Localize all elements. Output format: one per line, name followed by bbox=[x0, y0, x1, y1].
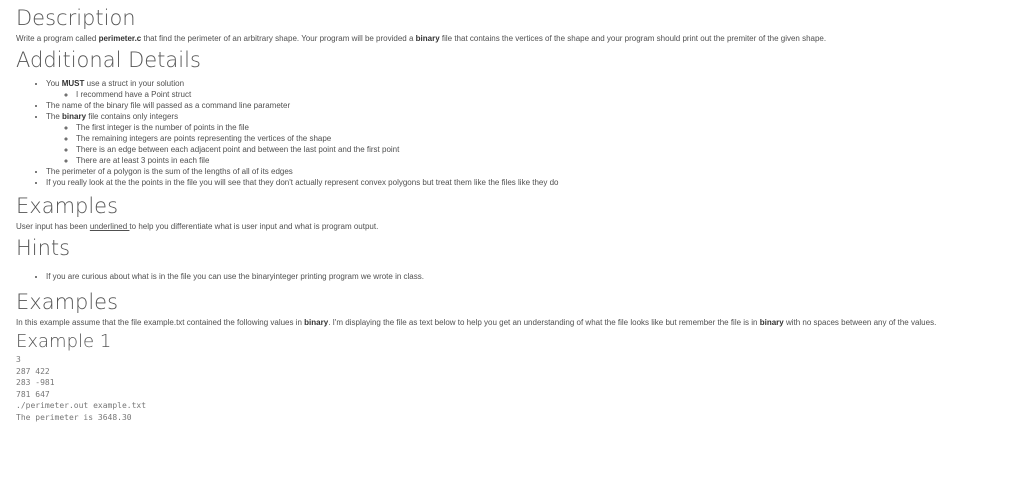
description-heading: Description bbox=[16, 6, 136, 30]
code-line: 3 bbox=[16, 355, 21, 365]
example-1-code bbox=[16, 354, 1016, 423]
binary-emphasis: binary bbox=[759, 317, 784, 327]
list-item-text: use a struct in your solution bbox=[84, 79, 185, 89]
description-text bbox=[16, 33, 1016, 44]
must-emphasis: MUST bbox=[61, 79, 85, 89]
description-text-part: Write a program called bbox=[16, 34, 99, 44]
list-item: ◦ The first integer is the number of points in the file bbox=[76, 122, 1016, 133]
description-text-part: file that contains the vertices of the shape and your program should print out the premiter of the given shape. bbox=[439, 34, 827, 44]
code-line: The perimeter is 3648.30 bbox=[16, 412, 132, 422]
list-item-text: The bbox=[46, 112, 63, 122]
examples-text-part: with no spaces between any of the values. bbox=[783, 317, 937, 327]
list-item: • The perimeter of a polygon is the sum of the lengths of all of its edges bbox=[46, 166, 1016, 177]
examples-intro-part: to help you differentiate what is user input and what is program output. bbox=[129, 222, 379, 232]
hints-list bbox=[16, 271, 1016, 282]
list-item: • If you are curious about what is in the file you can use the binaryinteger printing program we wrote in class. bbox=[46, 271, 1016, 282]
additional-details-heading: Additional Details bbox=[16, 48, 201, 73]
code-line: 781 647 bbox=[16, 389, 50, 399]
examples-text-part: . I'm displaying the file as text below to help you get an understanding of what the file looks like but remember the file is in bbox=[328, 317, 760, 327]
binary-emphasis: binary bbox=[415, 34, 440, 44]
list-item bbox=[46, 111, 1016, 166]
underlined-word: underlined bbox=[89, 222, 130, 232]
hints-heading: Hints bbox=[16, 236, 71, 261]
program-name: perimeter.c bbox=[98, 34, 142, 44]
binary-emphasis: binary bbox=[62, 112, 87, 122]
example-1-heading: Example 1 bbox=[16, 330, 112, 352]
code-line: ./perimeter.out example.txt bbox=[16, 401, 147, 411]
list-item: • If you really look at the the points in the file you will see that they don't actually represent convex polygons but treat them like the files like they do bbox=[46, 177, 1016, 188]
list-item: ◦ There are at least 3 points in each file bbox=[76, 155, 1016, 166]
list-item: • The name of the binary file will passed as a command line parameter bbox=[46, 100, 1016, 111]
list-item: ◦ There is an edge between each adjacent point and between the last point and the first point bbox=[76, 144, 1016, 155]
examples-heading: Examples bbox=[16, 194, 119, 219]
list-item: ◦ I recommend have a Point struct bbox=[76, 89, 1016, 100]
list-item bbox=[46, 78, 1016, 100]
examples-text-part: In this example assume that the file example.txt contained the following values in bbox=[16, 317, 305, 327]
examples-text bbox=[16, 317, 1016, 328]
list-item-text: file contains only integers bbox=[86, 112, 179, 122]
sub-list bbox=[46, 122, 1016, 166]
examples-heading-2: Examples bbox=[16, 289, 119, 314]
code-line: 283 -981 bbox=[16, 378, 55, 388]
code-line: 287 422 bbox=[16, 366, 50, 376]
description-text-part: that find the perimeter of an arbitrary shape. Your program will be provided a bbox=[141, 34, 416, 44]
list-item-text: You bbox=[46, 79, 62, 89]
details-list bbox=[16, 78, 1016, 188]
examples-intro-part: User input has been bbox=[16, 222, 90, 232]
examples-intro-text bbox=[16, 221, 1016, 232]
sub-list bbox=[46, 89, 1016, 100]
binary-emphasis: binary bbox=[304, 317, 329, 327]
list-item: ◦ The remaining integers are points representing the vertices of the shape bbox=[76, 133, 1016, 144]
